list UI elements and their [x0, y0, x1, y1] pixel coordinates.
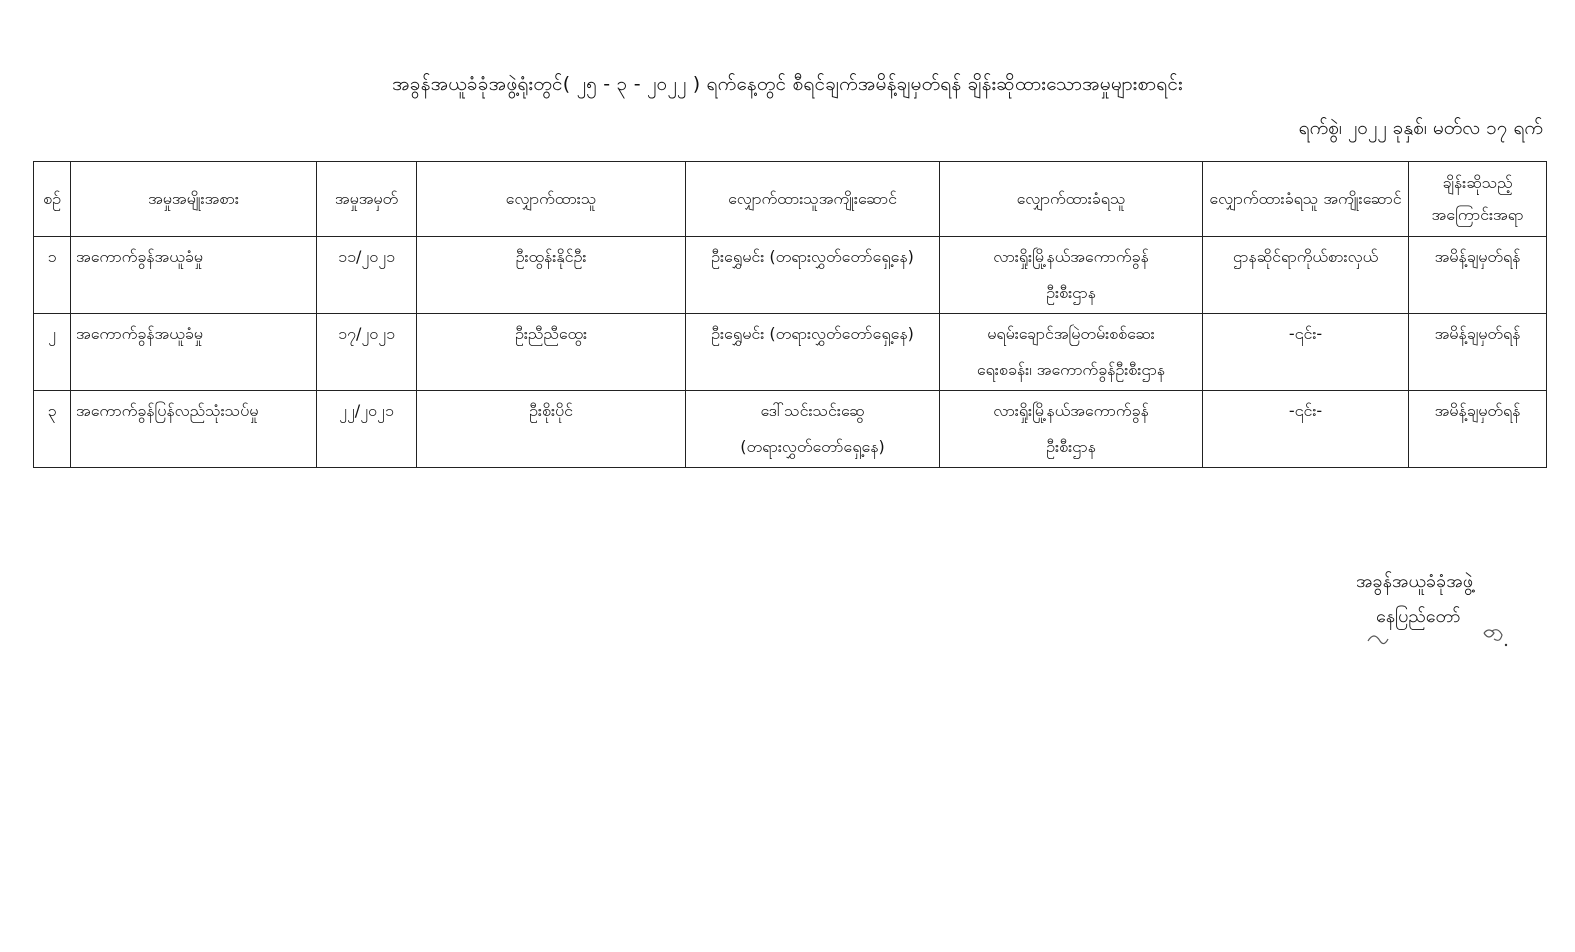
cell-respondent: [940, 237, 1203, 314]
cell-case-number: ၂၂/၂၀၂၁: [317, 391, 417, 468]
table-row: [34, 237, 1547, 314]
cell-respondent-representative: -၎င်း-: [1203, 391, 1409, 468]
cell-respondent-representative: ဌာနဆိုင်ရာကိုယ်စားလှယ်: [1203, 237, 1409, 314]
respondent-line-1: မရမ်းချောင်အမြဲတမ်းစစ်ဆေး: [987, 324, 1155, 343]
document-date: ရက်စွဲ၊ ၂၀၂၂ ခုနှစ်၊ မတ်လ ၁၇ ရက်: [1298, 117, 1543, 139]
case-schedule-table: [33, 161, 1547, 468]
cell-applicant: ဦးညီညီထွေး: [417, 314, 686, 391]
footer-location-text: နေပြည်တော်: [1376, 606, 1461, 627]
respondent-line-2: ရေးစခန်း၊ အကောက်ခွန်ဦးစီးဌာန: [976, 360, 1166, 379]
header-respondent: လျှောက်ထားခံရသူ: [940, 162, 1203, 237]
cell-case-number: ၁၁/၂၀၂၁: [317, 237, 417, 314]
header-respondent-representative: လျှောက်ထားခံရသူ အကျိုးဆောင်: [1203, 162, 1409, 237]
cell-serial: ၁: [34, 237, 71, 314]
applicant-rep-line-2: (တရားလွှတ်တော်ရှေ့နေ): [740, 437, 885, 456]
cell-case-number: ၁၇/၂၀၂၁: [317, 314, 417, 391]
header-applicant: လျှောက်ထားသူ: [417, 162, 686, 237]
footer-organization: အခွန်အယူခံခုံအဖွဲ့: [1356, 571, 1474, 592]
header-case-type: အမှုအမျိုးအစား: [71, 162, 317, 237]
cell-serial: ၃: [34, 391, 71, 468]
cell-respondent: [940, 314, 1203, 391]
header-case-number: အမှုအမှတ်: [317, 162, 417, 237]
handwritten-signature-icon: [1356, 619, 1516, 649]
footer-location: [1356, 599, 1473, 634]
cell-applicant-representative: ဦးရွှေမင်း (တရားလွှတ်တော်ရှေ့နေ): [686, 314, 940, 391]
cell-case-type: အကောက်ခွန်အယူခံမှု: [71, 237, 317, 314]
table-row: [34, 314, 1547, 391]
document-title: အခွန်အယူခံခုံအဖွဲ့ရုံးတွင်( ၂၅ - ၃ - ၂၀၂၂ ) ရက်နေ့တွင် စီရင်ချက်အမိန့်ချမှတ်ရန် ချိန်းဆိုထားသောအမှုများစာရင်း: [392, 73, 1183, 95]
respondent-line-1: လားရှိုးမြို့နယ်အကောက်ခွန်: [993, 401, 1149, 420]
cell-case-type: အကောက်ခွန်အယူခံမှု: [71, 314, 317, 391]
table-header-row: [34, 162, 1547, 237]
cell-applicant-representative: [686, 391, 940, 468]
cell-applicant: ဦးထွန်းနိုင်ဦး: [417, 237, 686, 314]
cell-serial: ၂: [34, 314, 71, 391]
table-row: [34, 391, 1547, 468]
document-footer: [1356, 564, 1473, 634]
header-serial: စဉ်: [34, 162, 71, 237]
respondent-line-2: ဦးစီးဌာန: [1046, 437, 1096, 456]
cell-applicant: ဦးစိုးပိုင်: [417, 391, 686, 468]
respondent-line-1: လားရှိုးမြို့နယ်အကောက်ခွန်: [993, 247, 1149, 266]
applicant-rep-line-1: ဒေါ်သင်းသင်းဆွေ: [760, 401, 865, 420]
cell-applicant-representative: ဦးရွှေမင်း (တရားလွှတ်တော်ရှေ့နေ): [686, 237, 940, 314]
cell-case-type: အကောက်ခွန်ပြန်လည်သုံးသပ်မှု: [71, 391, 317, 468]
header-applicant-representative: လျှောက်ထားသူအကျိုးဆောင်: [686, 162, 940, 237]
cell-respondent: [940, 391, 1203, 468]
cell-purpose: အမိန့်ချမှတ်ရန်: [1409, 237, 1547, 314]
header-purpose: ချိန်းဆိုသည့် အကြောင်းအရာ: [1409, 162, 1547, 237]
respondent-line-2: ဦးစီးဌာန: [1046, 283, 1096, 302]
cell-purpose: အမိန့်ချမှတ်ရန်: [1409, 314, 1547, 391]
cell-purpose: အမိန့်ချမှတ်ရန်: [1409, 391, 1547, 468]
cell-respondent-representative: -၎င်း-: [1203, 314, 1409, 391]
